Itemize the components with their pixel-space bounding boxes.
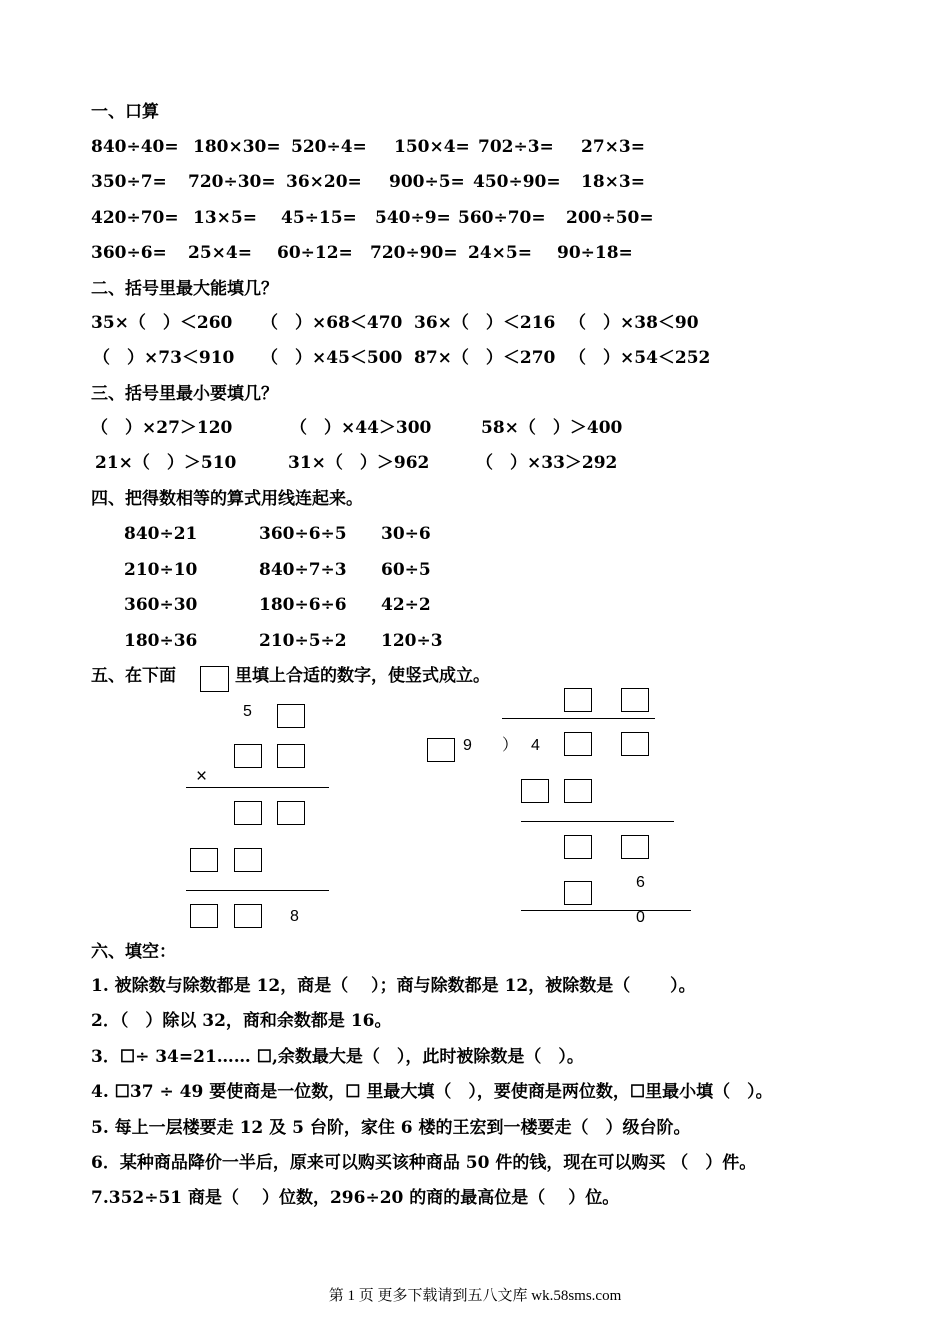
fill-blank-item: 2．（ ）除以 32，商和余数都是 16。 — [91, 1011, 392, 1031]
digit-box[interactable] — [621, 835, 649, 859]
math-item: 25×4= — [188, 243, 252, 263]
match-expression: 180÷36 — [124, 631, 198, 651]
match-expression: 30÷6 — [381, 524, 431, 544]
times-sign: × — [196, 766, 208, 787]
fill-blank-item: 7.352÷51 商是（ ）位数，296÷20 的商的最高位是（ ）位。 — [91, 1188, 620, 1208]
digit-box[interactable] — [621, 732, 649, 756]
digit: 6 — [636, 874, 645, 891]
digit-box[interactable] — [564, 732, 592, 756]
section5-title-b: 里填上合适的数字，使竖式成立。 — [235, 666, 490, 686]
digit: 9 — [463, 737, 472, 754]
inequality-item: （ ）×27＞120 — [91, 418, 233, 438]
digit-box[interactable] — [427, 738, 455, 762]
math-item: 36×20= — [286, 172, 362, 192]
digit: 8 — [290, 908, 299, 925]
math-item: 27×3= — [581, 137, 645, 157]
fill-blank-item: 1. 被除数与除数都是 12，商是（ ）；商与除数都是 12，被除数是（ ）。 — [91, 976, 696, 996]
digit-box[interactable] — [564, 779, 592, 803]
match-expression: 360÷30 — [124, 595, 198, 615]
section6-title: 六、填空： — [91, 942, 176, 962]
digit: 4 — [531, 737, 540, 754]
inequality-item: （ ）×68＜470 — [261, 313, 403, 333]
inequality-item: 36×（ ）＜216 — [414, 313, 556, 333]
inequality-item: （ ）×45＜500 — [261, 348, 403, 368]
division-bracket: ） — [502, 737, 519, 754]
fill-blank-item: 6．某种商品降价一半后，原来可以购买该种商品 50 件的钱，现在可以购买 （ ）件。 — [91, 1153, 757, 1173]
inequality-item: （ ）×38＜90 — [569, 313, 699, 333]
math-item: 13×5= — [193, 208, 257, 228]
math-item: 360÷6= — [91, 243, 167, 263]
digit: 5 — [243, 703, 252, 720]
match-expression: 60÷5 — [381, 560, 431, 580]
rule-line — [521, 910, 691, 911]
inequality-item: 21×（ ）＞510 — [95, 453, 237, 473]
digit: 0 — [636, 909, 645, 926]
digit-box[interactable] — [521, 779, 549, 803]
math-item: 560÷70= — [458, 208, 546, 228]
math-item: 702÷3= — [478, 137, 554, 157]
digit-box[interactable] — [190, 848, 218, 872]
rule-line — [521, 821, 674, 822]
inequality-item: （ ）×54＜252 — [569, 348, 711, 368]
inequality-item: （ ）×44＞300 — [290, 418, 432, 438]
page-footer: 第 1 页 更多下载请到五八文库 wk.58sms.com — [328, 1288, 622, 1304]
digit-box[interactable] — [234, 904, 262, 928]
math-item: 420÷70= — [91, 208, 179, 228]
inequality-item: （ ）×33＞292 — [476, 453, 618, 473]
section1-title: 一、口算 — [91, 102, 159, 122]
math-item: 840÷40= — [91, 137, 179, 157]
digit-box[interactable] — [234, 801, 262, 825]
match-expression: 840÷7÷3 — [259, 560, 347, 580]
blank-box-legend — [200, 666, 229, 692]
math-item: 350÷7= — [91, 172, 167, 192]
digit-box[interactable] — [564, 881, 592, 905]
math-item: 720÷30= — [188, 172, 276, 192]
inequality-item: （ ）×73＜910 — [93, 348, 235, 368]
division-bar — [502, 718, 655, 719]
rule-line — [186, 890, 329, 891]
digit-box[interactable] — [277, 801, 305, 825]
match-expression: 210÷5÷2 — [259, 631, 347, 651]
match-expression: 360÷6÷5 — [259, 524, 347, 544]
math-item: 720÷90= — [370, 243, 458, 263]
digit-box[interactable] — [564, 835, 592, 859]
math-item: 450÷90= — [473, 172, 561, 192]
match-expression: 840÷21 — [124, 524, 198, 544]
digit-box[interactable] — [621, 688, 649, 712]
digit-box[interactable] — [234, 744, 262, 768]
math-item: 520÷4= — [291, 137, 367, 157]
match-expression: 210÷10 — [124, 560, 198, 580]
match-expression: 180÷6÷6 — [259, 595, 347, 615]
section2-title: 二、括号里最大能填几？ — [91, 279, 278, 299]
math-item: 200÷50= — [566, 208, 654, 228]
fill-blank-item: 5. 每上一层楼要走 12 及 5 台阶，家住 6 楼的王宏到一楼要走（ ）级台阶。 — [91, 1118, 691, 1138]
rule-line — [186, 787, 329, 788]
section3-title: 三、括号里最小要填几？ — [91, 384, 278, 404]
digit-box[interactable] — [234, 848, 262, 872]
section4-title: 四、把得数相等的算式用线连起来。 — [91, 489, 363, 509]
digit-box[interactable] — [190, 904, 218, 928]
match-expression: 42÷2 — [381, 595, 431, 615]
math-item: 24×5= — [468, 243, 532, 263]
inequality-item: 35×（ ）＜260 — [91, 313, 233, 333]
math-item: 150×4= — [394, 137, 470, 157]
inequality-item: 31×（ ）＞962 — [288, 453, 430, 473]
math-item: 60÷12= — [277, 243, 353, 263]
math-item: 180×30= — [193, 137, 281, 157]
match-expression: 120÷3 — [381, 631, 443, 651]
digit-box[interactable] — [564, 688, 592, 712]
math-item: 45÷15= — [281, 208, 357, 228]
math-item: 540÷9= — [375, 208, 451, 228]
section5-title-a: 五、在下面 — [91, 666, 176, 686]
inequality-item: 58×（ ）＞400 — [481, 418, 623, 438]
digit-box[interactable] — [277, 744, 305, 768]
math-item: 90÷18= — [557, 243, 633, 263]
math-item: 18×3= — [581, 172, 645, 192]
fill-blank-item: 4. ☐37 ÷ 49 要使商是一位数，☐ 里最大填（ ），要使商是两位数，☐里最小填（ ）。 — [91, 1082, 773, 1102]
fill-blank-item: 3．☐÷ 34=21…… ☐,余数最大是（ ），此时被除数是（ ）。 — [91, 1047, 584, 1067]
inequality-item: 87×（ ）＜270 — [414, 348, 556, 368]
digit-box[interactable] — [277, 704, 305, 728]
math-item: 900÷5= — [389, 172, 465, 192]
